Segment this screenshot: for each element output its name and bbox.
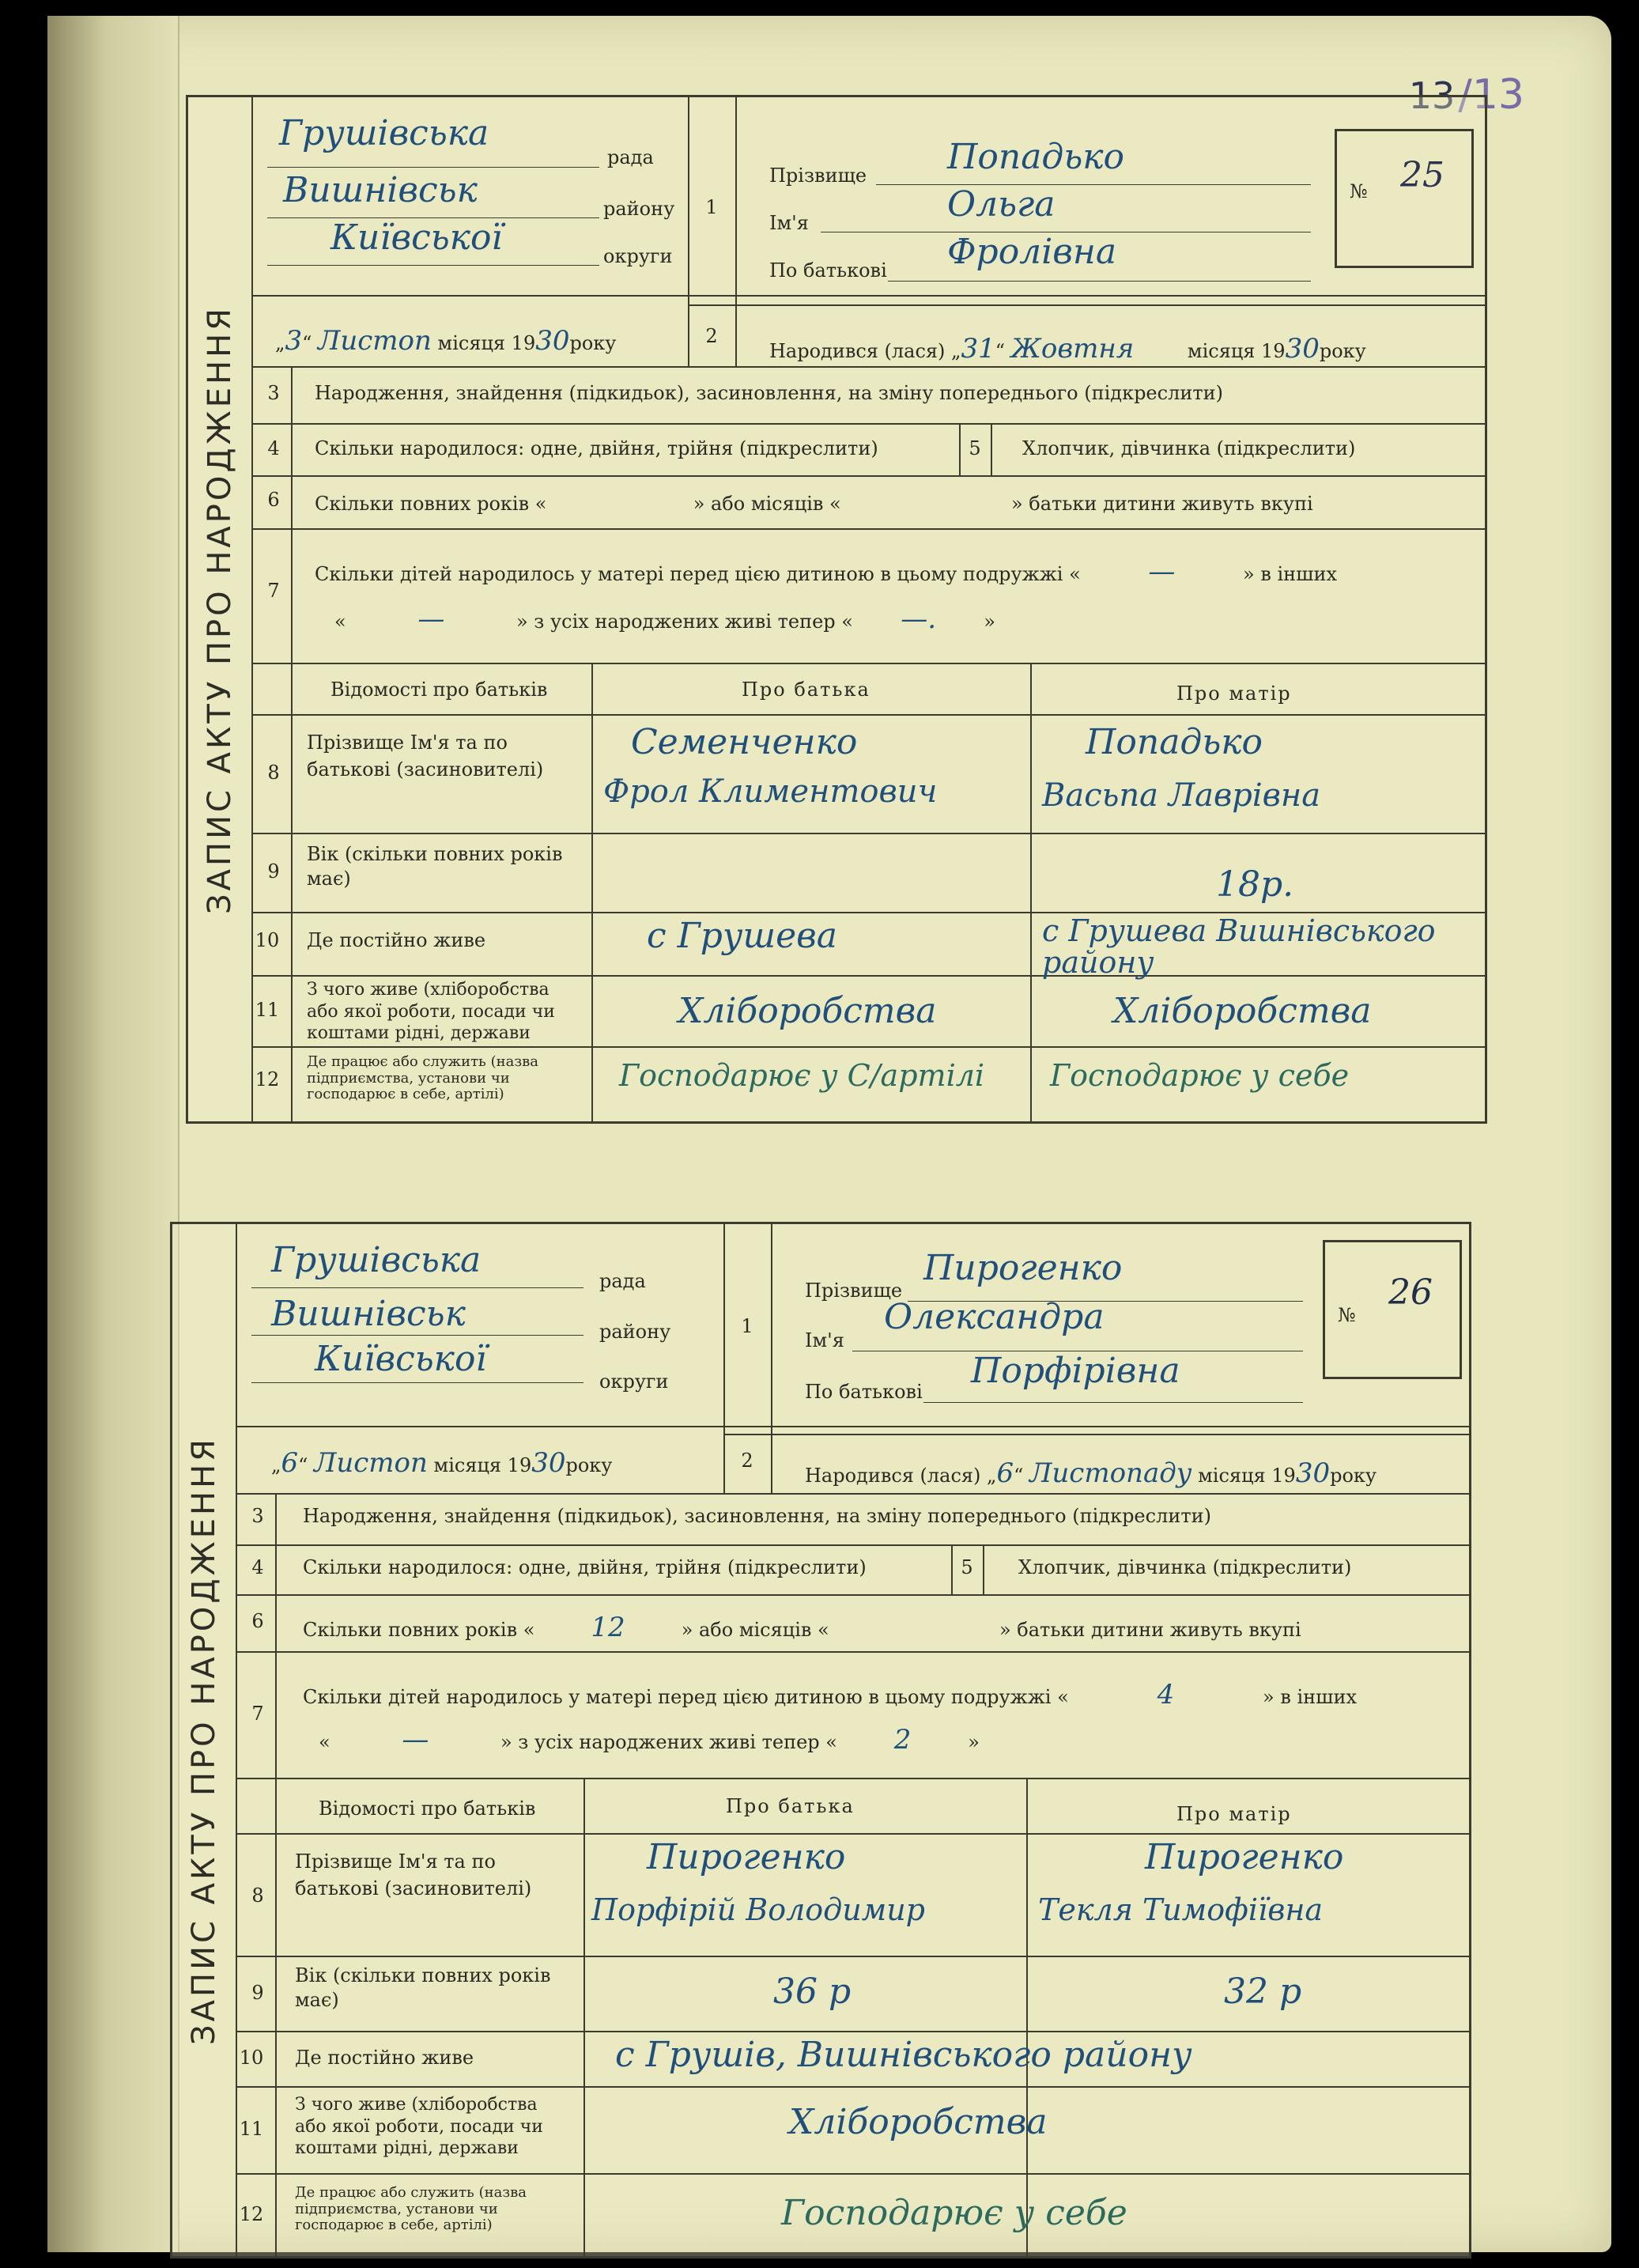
rule [991,423,992,475]
rule [236,1544,1469,1546]
underline [267,167,599,168]
row-7-other: — [402,1724,429,1756]
rule [251,475,1485,477]
mother-name-2: Текля Тимофіївна [1038,1892,1324,1927]
row-12-number: 12 [239,2203,264,2225]
born-year: 30 [1285,333,1320,365]
rule [236,1778,1469,1779]
number-label: № [1338,1304,1356,1326]
row-7-d: » з усіх народжених живі тепер « [515,610,853,633]
rule [688,304,1485,306]
row-4-label: Скільки народилося: одне, двійня, трійня (підкреслити) [315,437,878,459]
rada-value: Грушівська [271,1240,482,1280]
rule [983,1544,984,1594]
underline [251,1287,583,1288]
row-3-label: Народження, знайдення (підкидьок), засиновлення, на зміну попереднього (підкреслити) [315,382,1223,404]
row-7-b: » в інших [1243,563,1338,585]
born-month: Жовтня [1010,333,1135,365]
row-10-number: 10 [255,929,280,951]
row-10-number: 10 [239,2047,264,2069]
father-income: Хліборобства [678,991,937,1031]
rule [583,1778,585,2256]
row-7-other: — [417,603,445,635]
rule [251,528,1485,530]
row-12-label: Де працює або служить (назва підприємства, установи чи господарює в себе, артілі) [307,1053,539,1103]
row-6-years: 12 [591,1612,625,1643]
rule [1030,663,1032,1121]
row-7-line-2 [319,1724,980,1756]
section-2-number: 2 [705,325,718,347]
row-7-a: Скільки дітей народилось у матері перед цією дитиною в цьому подружжі « [315,563,1081,585]
underline [876,184,1311,185]
row-9-number: 9 [267,860,280,883]
page-number-repeat-text: 13 [1471,71,1524,119]
row-7-alive: —. [901,603,937,635]
row-3-label: Народження, знайдення (підкидьок), засиновлення, на зміну попереднього (підкреслити) [303,1505,1211,1527]
row-8-number: 8 [251,1884,264,1907]
rule [771,1224,772,1493]
reg-month: Листоп [313,1447,428,1479]
vidomosti-header: Відомості про батьків [319,1797,536,1820]
side-title [188,97,253,1121]
born-misyatsia-label: місяця 19 [1187,340,1286,362]
underline [267,265,599,266]
row-7-alive: 2 [893,1724,912,1756]
okruhy-label: округи [603,245,673,267]
born-roku-label: року [1319,340,1366,362]
row-7-e: » [984,610,995,633]
birth-record-26 [170,1222,1471,2259]
rule [275,1493,277,2256]
number-label: № [1350,180,1368,202]
row-5-number: 5 [961,1556,973,1578]
row-6-c: » батьки дитини живуть вкупі [1010,493,1313,515]
mother-income: Хліборобства [1113,991,1372,1031]
rule [236,2086,1469,2088]
row-7-children: — [1148,556,1176,588]
row-7-e: » [968,1731,980,1753]
father-name-2: Порфірій Володимир [591,1892,926,1927]
born-label: Народився (лася) [805,1465,981,1487]
row-7-line-1 [315,556,1337,588]
row-8-label: Прізвище Ім'я та по батькові (засиновителі) [295,1850,532,1899]
row-10-label: Де постійно живе [307,929,486,951]
rule [236,1956,1469,1957]
okruhy-value: Київської [330,217,503,258]
rule [688,97,689,366]
rule [723,1434,1469,1435]
rule [236,1426,1469,1427]
row-6-c: » батьки дитини живуть вкупі [999,1619,1301,1641]
page-number-repeat: /13 [1458,71,1524,119]
row-7-number: 7 [267,580,280,602]
row-7-c: « [334,610,346,633]
father-age: 36 р [773,1971,852,2012]
rule [251,663,1485,664]
misyatsia-label: місяця 19 [437,332,536,354]
row-7-d: » з усіх народжених живі тепер « [500,1731,837,1753]
row-6-a: Скільки повних років « [315,493,547,515]
row-12-label: Де працює або служить (назва підприємства, установи чи господарює в себе, артілі) [295,2184,527,2234]
reg-month: Листоп [317,325,432,357]
rule [251,295,1485,297]
rada-label: рада [599,1270,646,1292]
okruhy-value: Київської [315,1339,487,1379]
rada-label: рада [607,146,654,168]
born-year: 30 [1295,1457,1331,1489]
row-4-label: Скільки народилося: одне, двійня, трійня (підкреслити) [303,1556,867,1578]
vidomosti-header: Відомості про батьків [330,679,548,701]
rule [1026,1778,1028,2256]
rule [236,2173,1469,2175]
born-line: Народився (лася) „6“ Листопаду місяця 1930року [805,1457,1377,1489]
rule [251,833,1485,834]
pro-batka-header: Про батька [726,1795,855,1817]
surname-label: Прізвище [805,1280,903,1302]
underline [251,1335,583,1336]
pro-matir-header: Про матір [1176,1803,1292,1825]
mother-name-1: Попадько [1086,722,1263,762]
father-income: Хліборобства [789,2102,1048,2142]
section-2-number: 2 [741,1450,753,1472]
row-8-number: 8 [267,762,280,784]
father-lives: с Грушева [647,916,838,956]
rule [591,663,593,1121]
surname-label: Прізвище [769,164,867,187]
father-name-1: Семенченко [631,722,858,762]
row-6-a: Скільки повних років « [303,1619,535,1641]
mother-lives: с Грушева Вишнівського району [1042,913,1436,980]
patronymic-value: Фролівна [947,232,1117,272]
row-6-line [315,493,1313,515]
reg-date: „3“ Листоп місяця 1930року [275,325,617,357]
row-3-number: 3 [267,382,280,404]
section-1-number: 1 [705,196,718,218]
row-3-number: 3 [251,1505,264,1527]
rule [236,1594,1469,1596]
born-roku-label: року [1330,1465,1377,1487]
mother-work: Господарює у себе [1050,1058,1350,1093]
born-misyatsia-label: місяця 19 [1198,1465,1296,1487]
underline [923,1402,1303,1403]
rule [236,1493,1469,1495]
rule [291,366,293,1121]
record-number-box [1335,129,1474,268]
roku-label: року [565,1454,613,1476]
name-value: Олександра [884,1297,1105,1337]
roku-label: року [569,332,617,354]
birth-record-25 [186,95,1487,1124]
mother-age: 32 р [1224,1971,1302,2012]
row-7-line-1 [303,1679,1357,1710]
patronymic-label: По батькові [805,1381,923,1403]
rule [251,423,1485,425]
record-number-box [1323,1240,1462,1379]
misyatsia-label: місяця 19 [433,1454,532,1476]
row-11-number: 11 [255,999,280,1021]
row-9-number: 9 [251,1982,264,2004]
side-title [172,1224,237,2256]
rule [251,714,1485,716]
underline [888,281,1311,282]
row-7-a: Скільки дітей народилось у матері перед цією дитиною в цьому подружжі « [303,1686,1069,1708]
row-6-number: 6 [267,489,280,511]
row-5-label: Хлопчик, дівчинка (підкреслити) [1018,1556,1352,1578]
row-7-c: « [319,1731,330,1753]
row-9-label: Вік (скільки повних років має) [307,843,563,890]
row-6-b: » або місяців « [681,1619,829,1641]
born-day: 31 [961,333,995,365]
mother-name-2: Васьпа Лаврівна [1042,777,1321,814]
name-label: Ім'я [805,1329,844,1351]
okruhy-label: округи [599,1370,669,1393]
reg-day: 3 [285,325,303,357]
father-name-2: Фрол Климентович [603,773,938,810]
surname-value: Попадько [947,137,1125,177]
patronymic-value: Порфірівна [971,1351,1180,1391]
page-spine [47,16,179,2252]
row-10-label: Де постійно живе [295,2047,474,2069]
reg-day: 6 [281,1447,299,1479]
rule [236,1651,1469,1653]
father-work: Господарює у С/артілі [619,1058,985,1093]
row-6-line [303,1612,1301,1643]
father-lives: с Грушів, Вишнівського району [615,2035,1192,2075]
row-4-number: 4 [251,1556,264,1578]
record-number: 25 [1400,155,1445,195]
row-5-label: Хлопчик, дівчинка (підкреслити) [1022,437,1356,459]
name-label: Ім'я [769,212,809,234]
surname-value: Пирогенко [923,1248,1123,1288]
rule [236,1833,1469,1835]
raion-value: Вишнівськ [271,1294,466,1334]
page-number-main: 13 [1408,74,1456,117]
rule [251,1046,1485,1048]
name-value: Ольга [947,184,1056,225]
mother-age: 18р. [1216,864,1294,905]
raion-label: району [599,1321,671,1343]
rule [735,97,737,366]
born-day: 6 [996,1457,1014,1489]
section-1-number: 1 [741,1315,753,1337]
side-title-text: ЗАПИС АКТУ ПРО НАРОДЖЕННЯ [186,1435,222,2045]
reg-date: „6“ Листоп місяця 1930року [271,1447,613,1479]
row-9-label: Вік (скільки повних років має) [295,1964,551,2012]
rada-value: Грушівська [279,113,489,153]
row-6-number: 6 [251,1610,264,1632]
row-7-b: » в інших [1263,1686,1358,1708]
row-8-label: Прізвище Ім'я та по батькові (засиновителі) [307,731,544,781]
pro-batka-header: Про батька [742,679,870,701]
record-number: 26 [1388,1272,1433,1313]
born-label: Народився (лася) [769,340,946,362]
reg-year: 30 [535,325,570,357]
row-4-number: 4 [267,437,280,459]
row-11-label: З чого живе (хліборобства або якої роботи, посади чи коштами рідні, держави [307,980,555,1043]
raion-label: району [603,198,675,220]
reg-year: 30 [531,1447,566,1479]
father-name-1: Пирогенко [647,1837,846,1877]
father-work: Господарює у себе [781,2193,1127,2233]
mother-name-1: Пирогенко [1145,1837,1344,1877]
rule [723,1224,725,1493]
row-12-number: 12 [255,1068,280,1091]
row-6-b: » або місяців « [693,493,841,515]
born-line: Народився (лася) „31“ Жовтня місяця 1930року [769,333,1366,365]
row-11-label: З чого живе (хліборобства або якої роботи, посади чи коштами рідні, держави [295,2095,543,2158]
born-month: Листопаду [1029,1457,1192,1489]
rule [236,2031,1469,2032]
underline [251,1382,583,1383]
rule [251,366,1485,368]
row-7-line-2 [334,603,995,635]
pro-matir-header: Про матір [1176,682,1292,705]
row-11-number: 11 [239,2118,264,2140]
row-7-number: 7 [251,1703,264,1725]
patronymic-label: По батькові [769,259,887,282]
row-5-number: 5 [969,437,981,459]
side-title-text: ЗАПИС АКТУ ПРО НАРОДЖЕННЯ [202,304,238,914]
raion-value: Вишнівськ [283,170,478,210]
row-7-children: 4 [1157,1679,1175,1710]
